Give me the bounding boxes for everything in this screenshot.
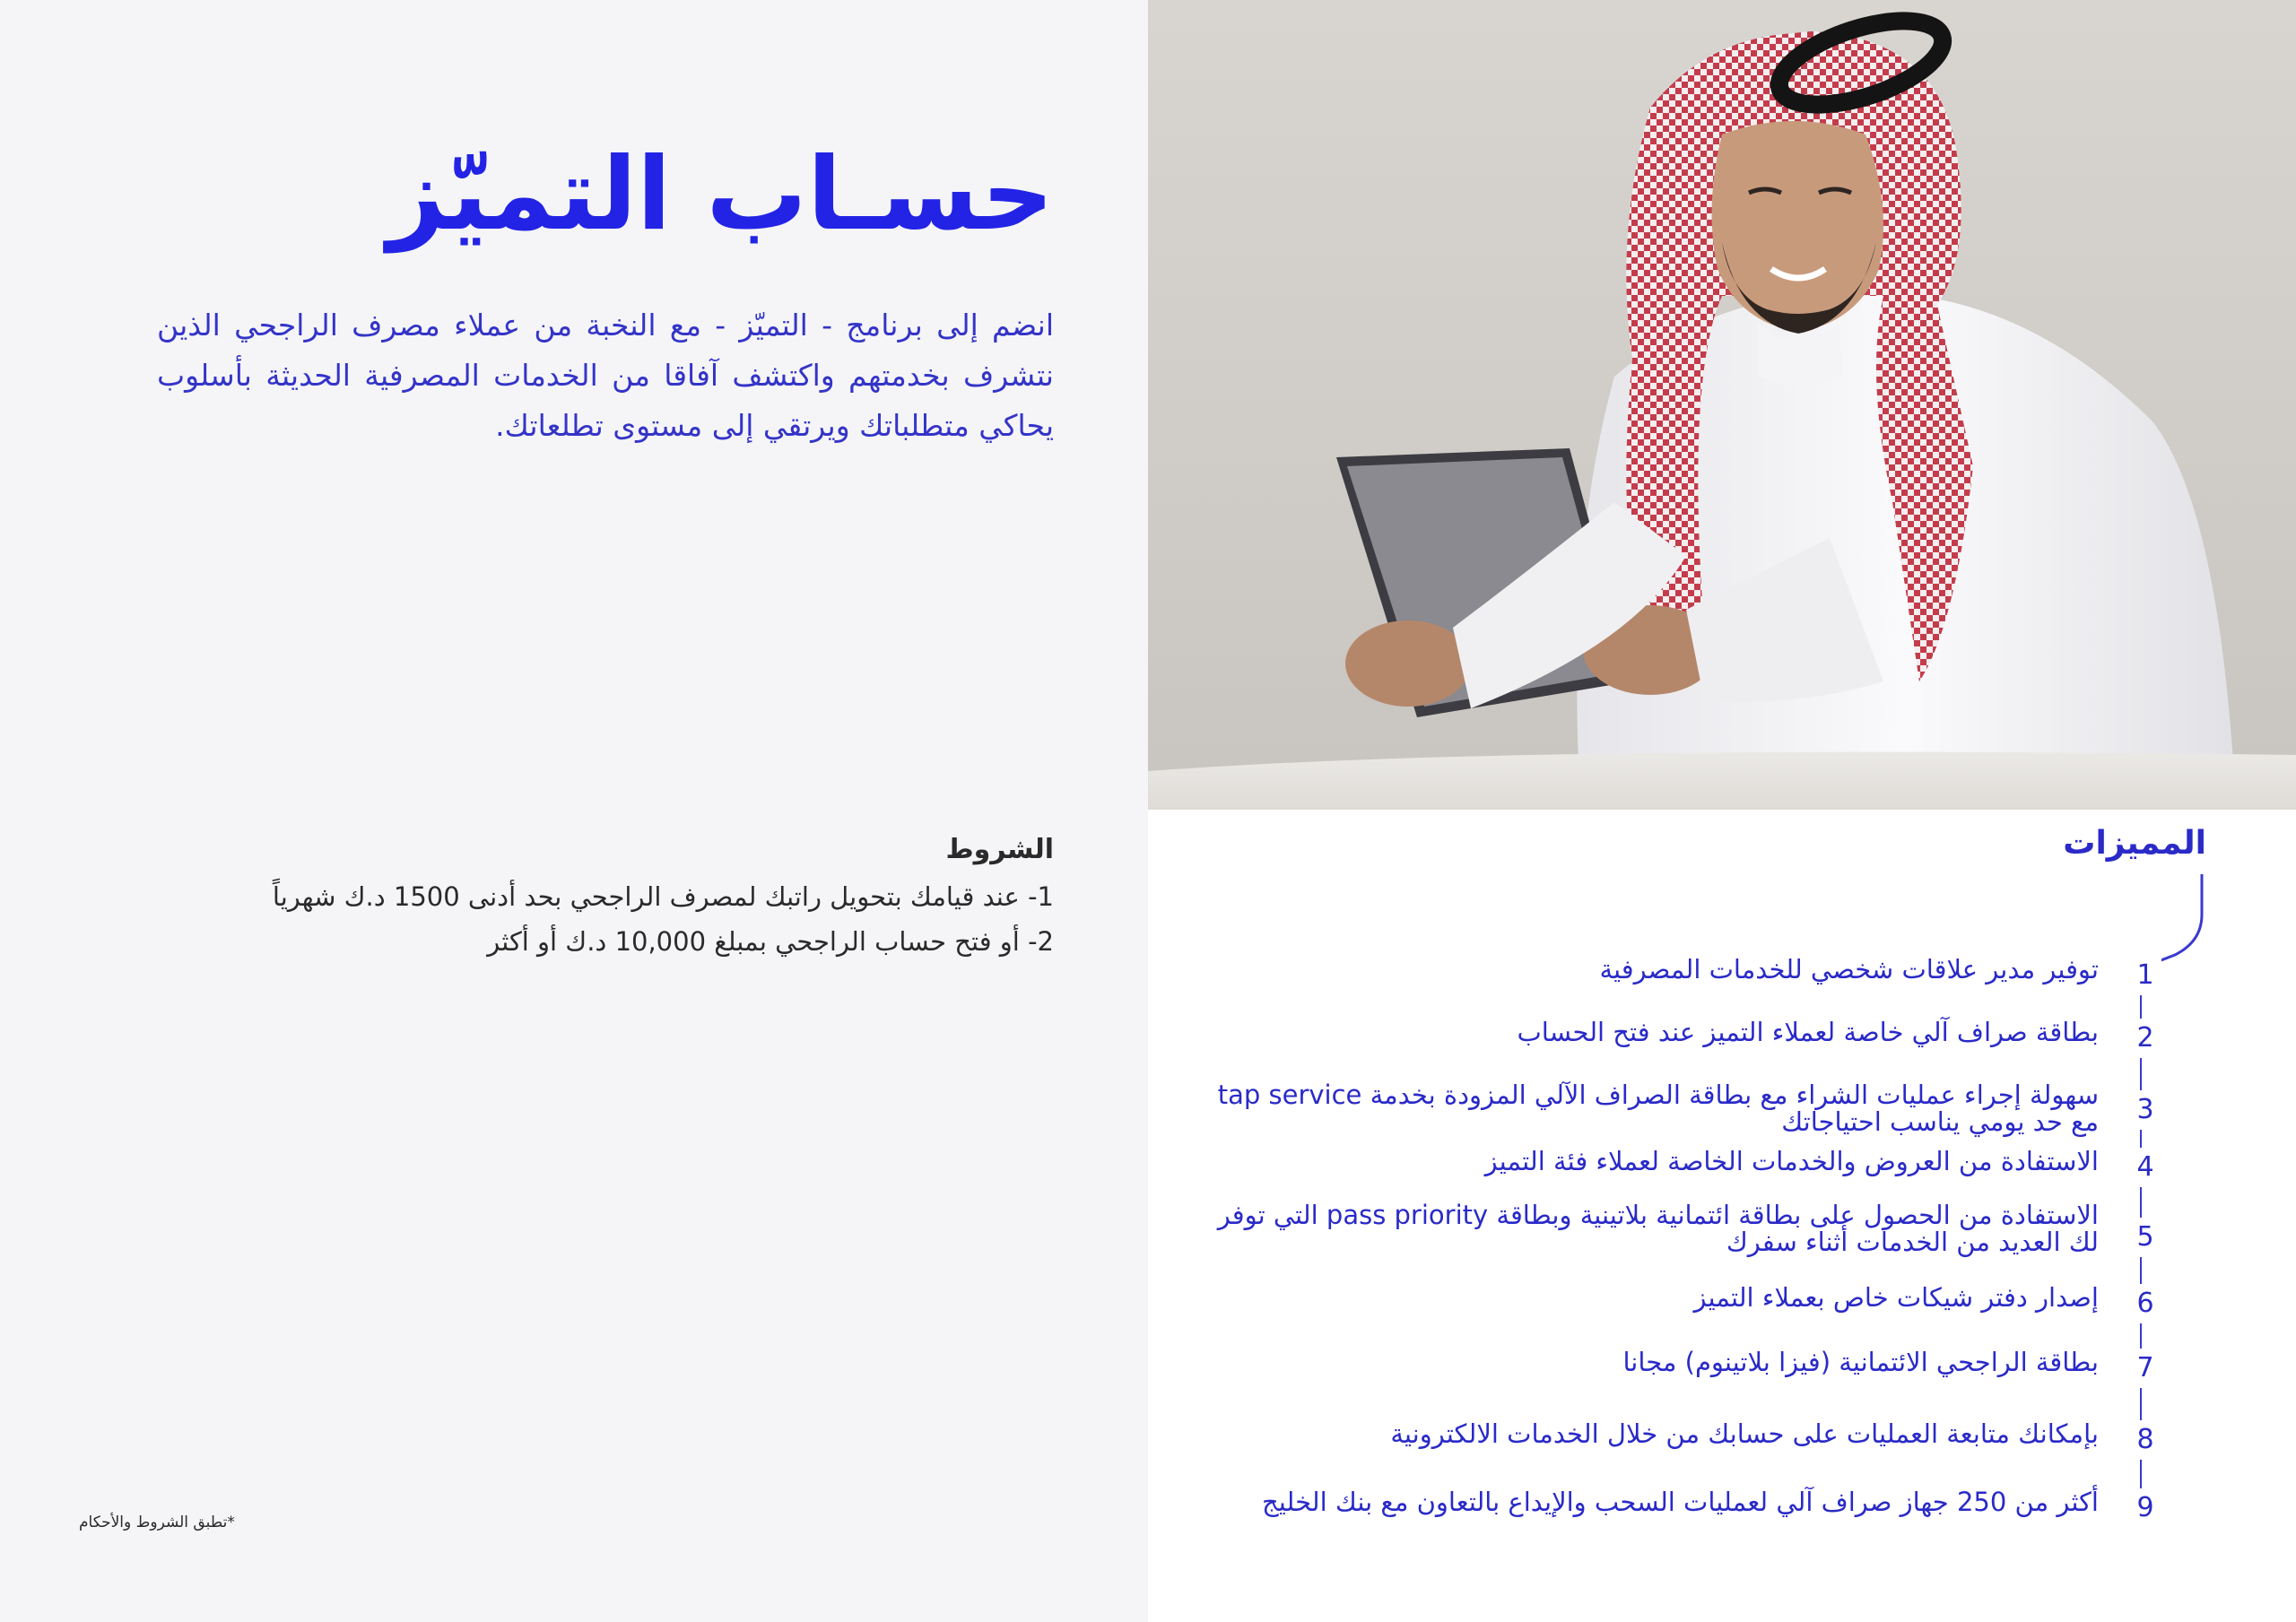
feature-number: 2 <box>2129 1019 2161 1058</box>
feature-number: 4 <box>2129 1148 2161 1187</box>
terms-heading: الشروط <box>945 834 1054 865</box>
feature-item <box>1166 1284 2161 1338</box>
feature-item <box>1166 1349 2161 1402</box>
terms-list <box>67 874 1054 964</box>
intro-paragraph: انضم إلى برنامج - التميّز - مع النخبة من عملاء مصرف الراجحي الذين نتشرف بخدمتهم واكتشف آفاقا من الخدمات المصرفية الحديثة بأسلوب يحاكي متطلباتك ويرتقي إلى مستوى تطلعاتك. <box>157 308 1054 443</box>
feature-number: 1 <box>2129 956 2161 995</box>
feature-number: 5 <box>2129 1218 2161 1257</box>
feature-text: الاستفادة من الحصول على بطاقة ائتمانية بلاتينية وبطاقة pass priority التي توفر لك العديد من الخدمات أثناء سفرك <box>1217 1200 2099 1257</box>
feature-item <box>1166 1201 2161 1255</box>
terms-item: 2- أو فتح حساب الراجحي بمبلغ 10,000 د.ك أو أكثر <box>487 926 1054 957</box>
feature-item <box>1166 1420 2161 1474</box>
feature-text: توفير مدير علاقات شخصي للخدمات المصرفية <box>1599 954 2099 984</box>
feature-text: أكثر من 250 جهاز صراف آلي لعمليات السحب والإيداع بالتعاون مع بنك الخليج <box>1262 1487 2099 1517</box>
feature-number: 9 <box>2129 1488 2161 1528</box>
feature-text: إصدار دفتر شيكات خاص بعملاء التميز <box>1693 1282 2099 1313</box>
feature-item <box>1166 956 2161 1010</box>
feature-number: 7 <box>2129 1349 2161 1388</box>
feature-number: 8 <box>2129 1420 2161 1460</box>
terms-item: 1- عند قيامك بتحويل راتبك لمصرف الراجحي بحد أدنى 1500 د.ك شهرياً <box>272 881 1054 912</box>
features-title: المميزات <box>2063 825 2206 862</box>
feature-text: بإمكانك متابعة العمليات على حسابك من خلال الخدمات الالكترونية <box>1390 1418 2099 1449</box>
feature-text: بطاقة صراف آلي خاصة لعملاء التميز عند فتح الحساب <box>1517 1017 2099 1047</box>
feature-text: الاستفادة من العروض والخدمات الخاصة لعملاء فئة التميز <box>1484 1146 2099 1176</box>
page-title: حسـاب التميّز <box>387 136 1054 253</box>
feature-item <box>1166 1488 2161 1542</box>
features-connector-line <box>2135 870 2206 968</box>
feature-text: بطاقة الراجحي الائتمانية (فيزا بلاتينوم) مجانا <box>1622 1347 2099 1377</box>
hero-photo <box>1148 0 2296 810</box>
feature-item <box>1166 1148 2161 1201</box>
person-with-tablet-illustration <box>1148 0 2296 810</box>
disclaimer: *تطبق الشروط والأحكام <box>79 1514 235 1531</box>
feature-number: 6 <box>2129 1284 2161 1323</box>
feature-number: 3 <box>2129 1090 2161 1130</box>
feature-text: سهولة إجراء عمليات الشراء مع بطاقة الصراف الآلي المزودة بخدمة tap service مع حد يومي يناسب احتياجاتك <box>1217 1080 2099 1137</box>
feature-item <box>1166 1081 2161 1135</box>
feature-item <box>1166 1019 2161 1072</box>
